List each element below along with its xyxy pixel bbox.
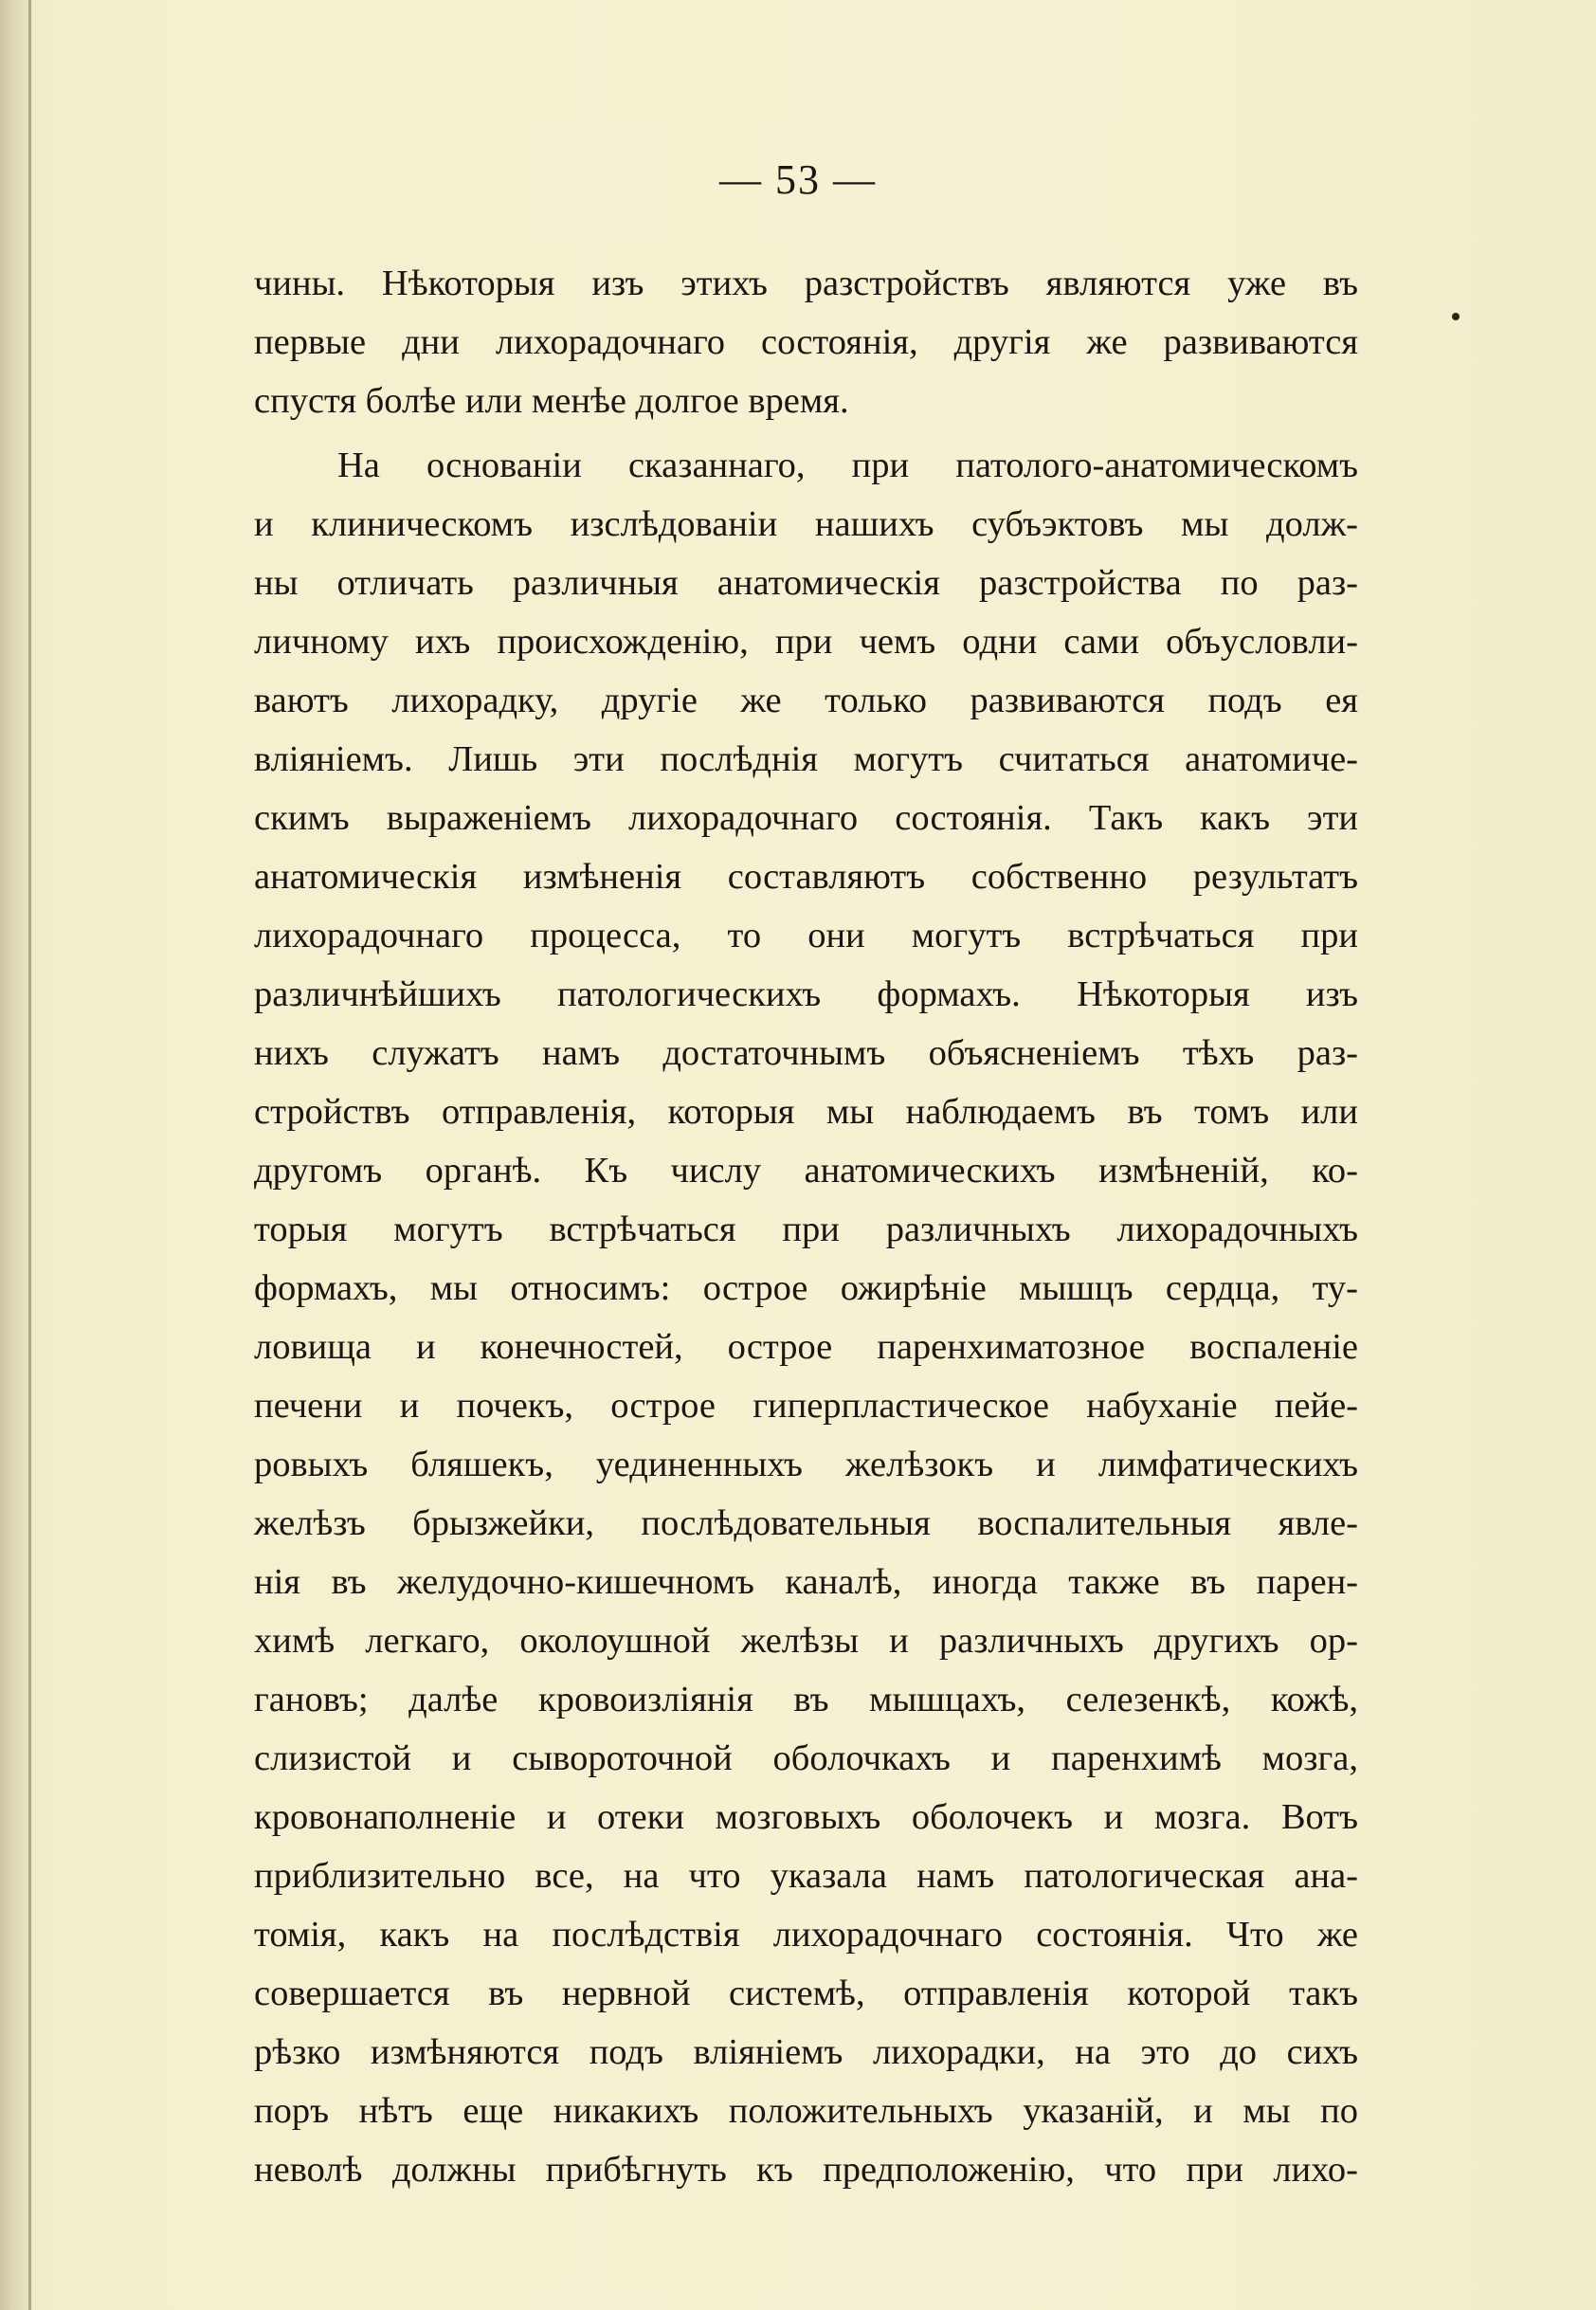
text-line: приблизительно все, на что указала намъ патологическая ана- xyxy=(254,1856,1358,1896)
text-line: томія, какъ на послѣдствія лихорадочнаго состоянія. Что же xyxy=(254,1915,1358,1955)
text-line: нихъ служатъ намъ достаточнымъ объясненіемъ тѣхъ раз- xyxy=(254,1033,1358,1073)
text-line: ны отличать различныя анатомическія разстройства по раз- xyxy=(254,563,1358,603)
text-line: личному ихъ происхожденію, при чемъ одни сами объусловли- xyxy=(254,622,1358,662)
text-line: рѣзко измѣняются подъ вліяніемъ лихорадки, на это до сихъ xyxy=(254,2032,1358,2072)
text-line: анатомическія измѣненія составляютъ собственно результатъ xyxy=(254,857,1358,897)
text-line: различнѣйшихъ патологическихъ формахъ. Нѣкоторыя изъ xyxy=(254,974,1358,1014)
text-line: гановъ; далѣе кровоизліянія въ мышцахъ, селезенкѣ, кожѣ, xyxy=(254,1680,1358,1719)
text-line: поръ нѣтъ еще никакихъ положительныхъ указаній, и мы по xyxy=(254,2091,1358,2131)
text-line: слизистой и сывороточной оболочкахъ и паренхимѣ мозга, xyxy=(254,1738,1358,1778)
text-line: первые дни лихорадочнаго состоянія, другія же развиваются xyxy=(254,322,1358,362)
text-line: ровыхъ бляшекъ, уединенныхъ желѣзокъ и лимфатическихъ xyxy=(254,1445,1358,1484)
page-binding-edge xyxy=(0,0,32,2310)
text-line: скимъ выраженіемъ лихорадочнаго состоянія. Такъ какъ эти xyxy=(254,798,1358,838)
text-line: химѣ легкаго, околоушной желѣзы и различныхъ другихъ ор- xyxy=(254,1621,1358,1661)
text-line: лихорадочнаго процесса, то они могутъ встрѣчаться при xyxy=(254,916,1358,955)
text-line: ваютъ лихорадку, другіе же только развиваются подъ ея xyxy=(254,681,1358,720)
text-line: вліяніемъ. Лишь эти послѣднія могутъ считаться анатомиче- xyxy=(254,739,1358,779)
text-line: нія въ желудочно-кишечномъ каналѣ, иногда также въ парен- xyxy=(254,1562,1358,1602)
text-line: формахъ, мы относимъ: острое ожирѣніе мышцъ сердца, ту- xyxy=(254,1268,1358,1308)
binding-shadow-line xyxy=(28,0,31,2310)
ink-speck xyxy=(1452,313,1460,320)
text-line: ловища и конечностей, острое паренхиматозное воспаленіе xyxy=(254,1327,1358,1367)
text-line: спустя болѣе или менѣе долгое время. xyxy=(254,381,849,421)
text-line: На основаніи сказаннаго, при патолого-анатомическомъ xyxy=(337,446,1358,485)
text-line: неволѣ должны прибѣгнуть къ предположенію, что при лихо- xyxy=(254,2150,1358,2190)
text-line: чины. Нѣкоторыя изъ этихъ разстройствъ являются уже въ xyxy=(254,264,1358,303)
text-line: и клиническомъ изслѣдованіи нашихъ субъэктовъ мы долж- xyxy=(254,504,1358,544)
text-line: другомъ органѣ. Къ числу анатомическихъ измѣненій, ко- xyxy=(254,1151,1358,1191)
text-line: желѣзъ брызжейки, послѣдовательныя воспалительныя явле- xyxy=(254,1503,1358,1543)
text-line: совершается въ нервной системѣ, отправленія которой такъ xyxy=(254,1974,1358,2013)
text-line: кровонаполненіе и отеки мозговыхъ оболочекъ и мозга. Вотъ xyxy=(254,1797,1358,1837)
text-line: торыя могутъ встрѣчаться при различныхъ лихорадочныхъ xyxy=(254,1210,1358,1249)
text-line: печени и почекъ, острое гиперпластическое набуханіе пейе- xyxy=(254,1386,1358,1426)
text-line: стройствъ отправленія, которыя мы наблюдаемъ въ томъ или xyxy=(254,1092,1358,1132)
body-text xyxy=(254,254,1358,2199)
page-number: — 53 — xyxy=(719,156,877,203)
